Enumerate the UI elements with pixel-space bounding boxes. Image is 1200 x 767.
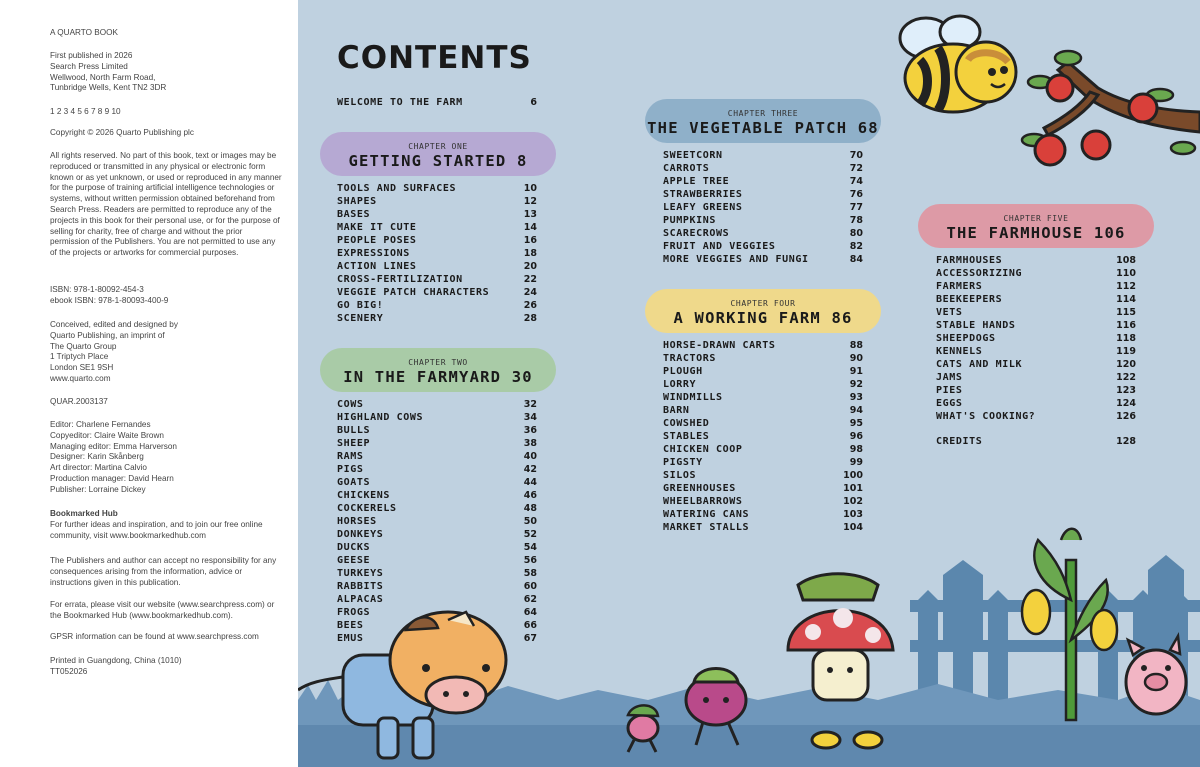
toc-entry-page: 103 xyxy=(843,509,863,520)
toc-entry-label: STABLE HANDS xyxy=(936,320,1016,331)
toc-entry-label: RAMS xyxy=(337,451,364,462)
toc-entry-page: 66 xyxy=(523,620,537,631)
toc-entry-label: BASES xyxy=(337,209,371,220)
toc-entry-page: 90 xyxy=(849,353,863,364)
toc-entry[interactable] xyxy=(663,431,863,443)
toc-entry-label: WHEELBARROWS xyxy=(663,496,743,507)
toc-entry[interactable] xyxy=(936,255,1136,267)
toc-entry-page: 24 xyxy=(523,287,537,298)
toc-entry-page: 102 xyxy=(843,496,863,507)
toc-entry-page: 70 xyxy=(849,150,863,161)
toc-entry-label: BEES xyxy=(337,620,364,631)
toc-entry-page: 100 xyxy=(843,470,863,481)
toc-entry[interactable] xyxy=(663,522,863,534)
toc-entry-page: 76 xyxy=(849,189,863,200)
toc-entry-label: WINDMILLS xyxy=(663,392,723,403)
toc-entry[interactable] xyxy=(663,418,863,430)
chapter-title: THE VEGETABLE PATCH 68 xyxy=(647,119,879,137)
toc-entry[interactable] xyxy=(663,444,863,456)
toc-entry[interactable] xyxy=(663,496,863,508)
toc-entry-page: 20 xyxy=(523,261,537,272)
toc-entry-label: BEEKEEPERS xyxy=(936,294,1003,305)
hub-text: For further ideas and inspiration, and to join our free online community, visit www.bookmarkedhub.com xyxy=(50,520,263,540)
toc-entry-label: JAMS xyxy=(936,372,963,383)
toc-welcome[interactable] xyxy=(337,97,537,109)
toc-entry[interactable] xyxy=(936,294,1136,306)
hub-heading: Bookmarked Hub xyxy=(50,509,118,518)
toc-entry-page: 128 xyxy=(1116,436,1136,447)
toc-entry[interactable] xyxy=(337,274,537,286)
toc-entry[interactable] xyxy=(337,425,537,437)
toc-entry-page: 14 xyxy=(523,222,537,233)
toc-entry-label: SCENERY xyxy=(337,313,384,324)
toc-entry-label: VEGGIE PATCH CHARACTERS xyxy=(337,287,490,298)
toc-entry-page: 44 xyxy=(523,477,537,488)
toc-entry-page: 38 xyxy=(523,438,537,449)
toc-entry[interactable] xyxy=(337,183,537,195)
toc-entry-label: SILOS xyxy=(663,470,697,481)
toc-entry-label: ACCESSORIZING xyxy=(936,268,1023,279)
toc-entry[interactable] xyxy=(663,202,863,214)
toc-entry[interactable] xyxy=(936,385,1136,397)
toc-entry[interactable] xyxy=(337,581,537,593)
toc-entry[interactable] xyxy=(663,228,863,240)
toc-entry-page: 42 xyxy=(523,464,537,475)
toc-entry-label: PIGSTY xyxy=(663,457,703,468)
rights-statement: All rights reserved. No part of this book, text or images may be reproduced or transmitted in any physical or electronic form known or as yet unknown, or used or reproduced in any manner for the purpose of training artificial intelligence technologies or systems, without written permission obtained beforehand from Search Press. Readers are permitted to reproduce any of the projects in this book for their personal use, or for the purpose of selling for charity, free of charge and without the prior permission of the Publishers. You are not permitted to use any of the projects or artworks for commercial purposes. xyxy=(50,151,282,258)
chapter-title: GETTING STARTED 8 xyxy=(348,152,528,170)
toc-entry-label: HIGHLAND COWS xyxy=(337,412,424,423)
toc-entry-page: 16 xyxy=(523,235,537,246)
toc-entry[interactable] xyxy=(663,150,863,162)
toc-entry-label: CARROTS xyxy=(663,163,710,174)
toc-entry-page: 62 xyxy=(523,594,537,605)
toc-entry[interactable] xyxy=(663,241,863,253)
toc-entry-page: 92 xyxy=(849,379,863,390)
toc-entry[interactable] xyxy=(936,346,1136,358)
toc-entry[interactable] xyxy=(337,633,537,645)
toc-entry-label: DONKEYS xyxy=(337,529,384,540)
toc-entry-label: STRAWBERRIES xyxy=(663,189,743,200)
toc-entry-page: 56 xyxy=(523,555,537,566)
toc-entry-page: 99 xyxy=(849,457,863,468)
toc-entry[interactable] xyxy=(337,209,537,221)
toc-entry-page: 10 xyxy=(523,183,537,194)
toc-entry-page: 101 xyxy=(843,483,863,494)
print-run: 1 2 3 4 5 6 7 8 9 10 xyxy=(50,107,121,116)
toc-entry-label: SHEEPDOGS xyxy=(936,333,996,344)
toc-entry-label: WATERING CANS xyxy=(663,509,750,520)
toc-entry[interactable] xyxy=(337,555,537,567)
staff-credits: Editor: Charlene Fernandes Copyeditor: Claire Waite Brown Managing editor: Emma Harverson Designer: Karin Skånberg Art director: Martina Calvio Production manager: David Hearn Publisher: Lorraine Dickey xyxy=(50,420,177,494)
toc-entry-label: CROSS-FERTILIZATION xyxy=(337,274,463,285)
toc-entry[interactable] xyxy=(663,189,863,201)
toc-entry-label: PLOUGH xyxy=(663,366,703,377)
toc-entry-page: 119 xyxy=(1116,346,1136,357)
contents-title: CONTENTS xyxy=(337,40,532,76)
toc-entry-label: GREENHOUSES xyxy=(663,483,736,494)
toc-entry[interactable] xyxy=(663,340,863,352)
toc-entry-page: 28 xyxy=(523,313,537,324)
chapter-four-banner[interactable] xyxy=(645,289,881,327)
chapter-two-banner[interactable] xyxy=(320,348,556,386)
toc-entry-label: WHAT'S COOKING? xyxy=(936,411,1036,422)
toc-entry-page: 50 xyxy=(523,516,537,527)
chapter-one-banner[interactable] xyxy=(320,132,556,170)
toc-entry-label: TURKEYS xyxy=(337,568,384,579)
toc-entry[interactable] xyxy=(337,196,537,208)
toc-entry-page: 96 xyxy=(849,431,863,442)
chapter-two-list xyxy=(337,399,537,649)
toc-entry-label: BULLS xyxy=(337,425,371,436)
quar-code: QUAR.2003137 xyxy=(50,397,108,406)
toc-entry-page: 91 xyxy=(849,366,863,377)
toc-entry-label: SHEEP xyxy=(337,438,371,449)
toc-entry-label: VETS xyxy=(936,307,963,318)
toc-entry[interactable] xyxy=(337,399,537,411)
imprint-page xyxy=(0,0,298,767)
toc-entry-label: MAKE IT CUTE xyxy=(337,222,417,233)
toc-entry-label: MORE VEGGIES AND FUNGI xyxy=(663,254,809,265)
toc-entry-label: GOATS xyxy=(337,477,371,488)
toc-entry[interactable] xyxy=(337,438,537,450)
chapter-kicker: CHAPTER FIVE xyxy=(1003,214,1069,223)
toc-entry-label: RABBITS xyxy=(337,581,384,592)
toc-entry[interactable] xyxy=(936,398,1136,410)
chapter-five-banner[interactable] xyxy=(918,204,1154,242)
toc-entry-label: KENNELS xyxy=(936,346,983,357)
printed-in: Printed in Guangdong, China (1010) TT052026 xyxy=(50,656,182,676)
chapter-three-list xyxy=(663,150,863,270)
toc-entry-label: CHICKENS xyxy=(337,490,390,501)
toc-entry-label: CATS AND MILK xyxy=(936,359,1023,370)
toc-entry[interactable] xyxy=(337,607,537,619)
toc-entry-page: 93 xyxy=(849,392,863,403)
toc-entry-page: 6 xyxy=(530,97,537,108)
toc-entry[interactable] xyxy=(936,333,1136,345)
isbn: ISBN: 978-1-80092-454-3 ebook ISBN: 978-1-80093-400-9 xyxy=(50,285,169,305)
toc-entry-page: 82 xyxy=(849,241,863,252)
toc-entry-page: 54 xyxy=(523,542,537,553)
toc-entry-page: 114 xyxy=(1116,294,1136,305)
toc-entry-label: LEAFY GREENS xyxy=(663,202,743,213)
toc-entry-label: FARMHOUSES xyxy=(936,255,1003,266)
toc-entry[interactable] xyxy=(663,163,863,175)
toc-entry[interactable] xyxy=(663,366,863,378)
toc-entry-page: 95 xyxy=(849,418,863,429)
toc-entry[interactable] xyxy=(337,222,537,234)
toc-entry[interactable] xyxy=(936,281,1136,293)
chapter-kicker: CHAPTER ONE xyxy=(408,142,468,151)
toc-entry-label: DUCKS xyxy=(337,542,371,553)
toc-entry-label: HORSES xyxy=(337,516,377,527)
toc-entry-label: STABLES xyxy=(663,431,710,442)
toc-entry[interactable] xyxy=(936,359,1136,371)
toc-entry-page: 104 xyxy=(843,522,863,533)
toc-entry-page: 115 xyxy=(1116,307,1136,318)
contents-page xyxy=(298,0,1200,767)
toc-entry-page: 67 xyxy=(523,633,537,644)
toc-entry-label: PIES xyxy=(936,385,963,396)
toc-entry-label: MARKET STALLS xyxy=(663,522,750,533)
disclaimer: The Publishers and author can accept no responsibility for any consequences arising from the information, advice or instructions given in this publication. xyxy=(50,556,277,587)
toc-entry[interactable] xyxy=(663,470,863,482)
chapter-five-list xyxy=(936,255,1136,455)
toc-entry[interactable] xyxy=(663,254,863,266)
toc-entry-page: 84 xyxy=(849,254,863,265)
toc-entry-label: APPLE TREE xyxy=(663,176,730,187)
toc-entry[interactable] xyxy=(663,215,863,227)
toc-entry[interactable] xyxy=(337,594,537,606)
toc-entry-page: 58 xyxy=(523,568,537,579)
toc-entry-page: 26 xyxy=(523,300,537,311)
toc-entry-page: 123 xyxy=(1116,385,1136,396)
toc-entry[interactable] xyxy=(936,372,1136,384)
chapter-kicker: CHAPTER THREE xyxy=(727,109,799,118)
toc-entry-label: COWSHED xyxy=(663,418,710,429)
toc-entry-page: 80 xyxy=(849,228,863,239)
toc-entry[interactable] xyxy=(337,300,537,312)
toc-entry-label: GO BIG! xyxy=(337,300,384,311)
toc-entry[interactable] xyxy=(337,529,537,541)
toc-entry[interactable] xyxy=(663,176,863,188)
gpsr: GPSR information can be found at www.searchpress.com xyxy=(50,632,259,641)
toc-entry-page: 120 xyxy=(1116,359,1136,370)
toc-entry-label: CREDITS xyxy=(936,436,983,447)
toc-entry-label: CHICKEN COOP xyxy=(663,444,743,455)
toc-entry-page: 122 xyxy=(1116,372,1136,383)
toc-entry-page: 22 xyxy=(523,274,537,285)
toc-entry-label: EXPRESSIONS xyxy=(337,248,410,259)
toc-entry-page: 64 xyxy=(523,607,537,618)
toc-entry-label: WELCOME TO THE FARM xyxy=(337,97,463,108)
toc-entry[interactable] xyxy=(337,451,537,463)
toc-entry-page: 36 xyxy=(523,425,537,436)
toc-entry[interactable] xyxy=(663,457,863,469)
toc-entry-page: 112 xyxy=(1116,281,1136,292)
apple-branch-icon xyxy=(1022,51,1200,165)
toc-entry-label: TOOLS AND SURFACES xyxy=(337,183,457,194)
toc-entry[interactable] xyxy=(663,353,863,365)
toc-entry-page: 94 xyxy=(849,405,863,416)
toc-entry[interactable] xyxy=(663,509,863,521)
toc-entry-page: 34 xyxy=(523,412,537,423)
toc-entry-page: 126 xyxy=(1116,411,1136,422)
toc-entry[interactable] xyxy=(663,483,863,495)
toc-entry-label: EGGS xyxy=(936,398,963,409)
toc-entry-page: 60 xyxy=(523,581,537,592)
toc-entry-page: 32 xyxy=(523,399,537,410)
copyright-line: Copyright © 2026 Quarto Publishing plc xyxy=(50,128,194,137)
toc-entry[interactable] xyxy=(337,248,537,260)
toc-entry-label: PUMPKINS xyxy=(663,215,716,226)
toc-entry-label: HORSE-DRAWN CARTS xyxy=(663,340,776,351)
toc-entry[interactable] xyxy=(337,490,537,502)
toc-entry-label: FARMERS xyxy=(936,281,983,292)
toc-entry-label: COWS xyxy=(337,399,364,410)
chapter-kicker: CHAPTER FOUR xyxy=(730,299,796,308)
chapter-three-banner[interactable] xyxy=(645,99,881,137)
toc-entry[interactable] xyxy=(337,287,537,299)
toc-entry[interactable] xyxy=(337,477,537,489)
toc-entry[interactable] xyxy=(337,542,537,554)
toc-entry[interactable] xyxy=(936,268,1136,280)
toc-entry[interactable] xyxy=(663,405,863,417)
toc-entry[interactable] xyxy=(337,261,537,273)
toc-entry[interactable] xyxy=(936,307,1136,319)
toc-entry-label: SHAPES xyxy=(337,196,377,207)
toc-entry-page: 18 xyxy=(523,248,537,259)
toc-entry[interactable] xyxy=(337,235,537,247)
toc-entry[interactable] xyxy=(337,503,537,515)
toc-entry-label: ALPACAS xyxy=(337,594,384,605)
errata: For errata, please visit our website (www.searchpress.com) or the Bookmarked Hub (www.bookmarkedhub.com). xyxy=(50,600,275,620)
toc-entry-label: SCARECROWS xyxy=(663,228,730,239)
chapter-four-list xyxy=(663,340,863,540)
toc-credits[interactable] xyxy=(936,436,1136,448)
chapter-kicker: CHAPTER TWO xyxy=(408,358,468,367)
toc-entry-page: 124 xyxy=(1116,398,1136,409)
toc-entry[interactable] xyxy=(337,620,537,632)
toc-entry-label: FROGS xyxy=(337,607,371,618)
toc-entry-page: 74 xyxy=(849,176,863,187)
toc-entry-page: 52 xyxy=(523,529,537,540)
toc-entry-page: 78 xyxy=(849,215,863,226)
publisher-line: A QUARTO BOOK xyxy=(50,28,118,37)
toc-entry[interactable] xyxy=(936,411,1136,423)
toc-entry-label: ACTION LINES xyxy=(337,261,417,272)
toc-entry-label: PIGS xyxy=(337,464,364,475)
toc-entry[interactable] xyxy=(337,313,537,325)
toc-entry-page: 13 xyxy=(523,209,537,220)
toc-entry[interactable] xyxy=(936,320,1136,332)
toc-entry-page: 40 xyxy=(523,451,537,462)
toc-entry-label: FRUIT AND VEGGIES xyxy=(663,241,776,252)
toc-entry-page: 12 xyxy=(523,196,537,207)
chapter-title: THE FARMHOUSE 106 xyxy=(946,224,1126,242)
toc-entry-page: 88 xyxy=(849,340,863,351)
toc-entry[interactable] xyxy=(663,379,863,391)
toc-entry-label: LORRY xyxy=(663,379,697,390)
toc-entry-page: 72 xyxy=(849,163,863,174)
toc-entry-label: BARN xyxy=(663,405,690,416)
toc-entry-label: COCKERELS xyxy=(337,503,397,514)
toc-entry[interactable] xyxy=(337,464,537,476)
toc-entry-label: SWEETCORN xyxy=(663,150,723,161)
toc-entry-page: 108 xyxy=(1116,255,1136,266)
toc-entry-label: PEOPLE POSES xyxy=(337,235,417,246)
first-published: First published in 2026 Search Press Limited Wellwood, North Farm Road, Tunbridge Wells, Kent TN2 3DR xyxy=(50,51,167,93)
toc-entry-label: TRACTORS xyxy=(663,353,716,364)
toc-entry-page: 118 xyxy=(1116,333,1136,344)
toc-entry[interactable] xyxy=(337,568,537,580)
toc-entry-page: 116 xyxy=(1116,320,1136,331)
conceived-by: Conceived, edited and designed by Quarto Publishing, an imprint of The Quarto Group 1 Triptych Place London SE1 9SH www.quarto.com xyxy=(50,320,178,383)
bee-icon xyxy=(900,16,1016,112)
toc-entry-page: 110 xyxy=(1116,268,1136,279)
toc-entry-label: GEESE xyxy=(337,555,371,566)
toc-entry-page: 77 xyxy=(849,202,863,213)
toc-entry-page: 46 xyxy=(523,490,537,501)
toc-entry-page: 98 xyxy=(849,444,863,455)
chapter-one-list xyxy=(337,183,537,333)
toc-entry-label: EMUS xyxy=(337,633,364,644)
chapter-title: A WORKING FARM 86 xyxy=(673,309,853,327)
toc-entry[interactable] xyxy=(663,392,863,404)
chapter-title: IN THE FARMYARD 30 xyxy=(343,368,533,386)
toc-entry-page: 48 xyxy=(523,503,537,514)
toc-entry[interactable] xyxy=(337,412,537,424)
toc-entry[interactable] xyxy=(337,516,537,528)
